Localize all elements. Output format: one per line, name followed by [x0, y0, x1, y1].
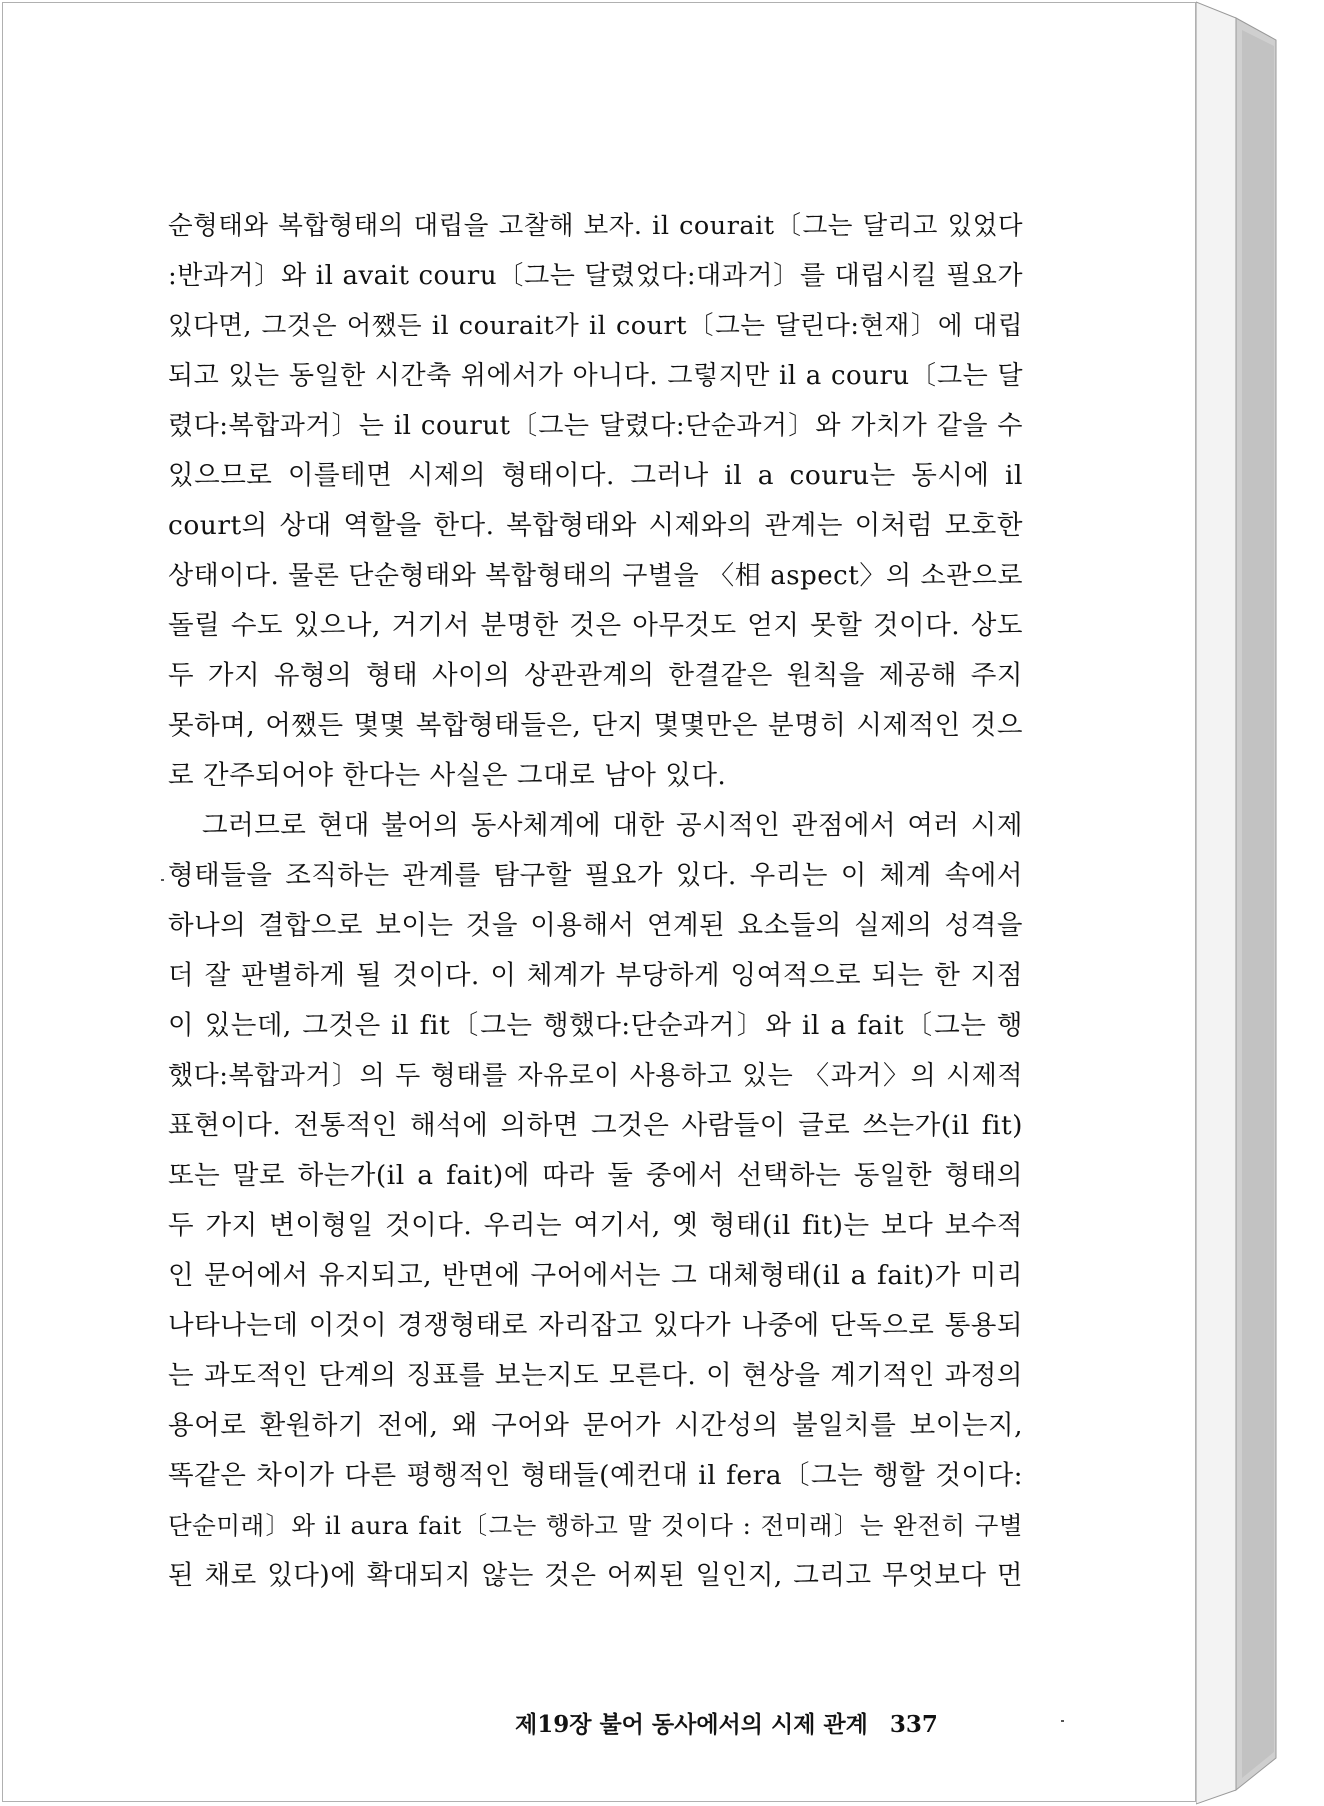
text-line: 순형태와 복합형태의 대립을 고찰해 보자. il courait〔그는 달리고 있었다 [168, 211, 1023, 241]
text-line: 똑같은 차이가 다른 평행적인 형태들(예컨대 il fera〔그는 행할 것이다: [168, 1460, 1023, 1491]
text-line: 두 가지 유형의 형태 사이의 상관관계의 한결같은 원칙을 제공해 주지 [168, 660, 1023, 691]
running-footer [515, 1708, 938, 1742]
text-line: :반과거〕와 il avait couru〔그는 달렸었다:대과거〕를 대립시킬 필요가 [168, 261, 1023, 291]
scan-speck [161, 879, 164, 881]
text-line: 돌릴 수도 있으나, 거기서 분명한 것은 아무것도 얻지 못할 것이다. 상도 [168, 610, 1023, 641]
text-line: 렸다:복합과거〕는 il courut〔그는 달렸다:단순과거〕와 가치가 같을 수 [168, 411, 1023, 441]
book-page [2, 2, 1196, 1802]
text-line: 있으므로 이를테면 시제의 형태이다. 그러나 il a couru는 동시에 il [168, 460, 1023, 491]
text-line: 형태들을 조직하는 관계를 탐구할 필요가 있다. 우리는 이 체계 속에서 [168, 860, 1023, 891]
text-line: 단순미래〕와 il aura fait〔그는 행하고 말 것이다 : 전미래〕는 완전히 구별 [168, 1511, 1023, 1540]
text-line: 되고 있는 동일한 시간축 위에서가 아니다. 그렇지만 il a couru〔그는 달 [168, 361, 1023, 391]
text-line: 못하며, 어쨌든 몇몇 복합형태들은, 단지 몇몇만은 분명히 시제적인 것으 [168, 710, 1023, 741]
text-line: 또는 말로 하는가(il a fait)에 따라 둘 중에서 선택하는 동일한 형태의 [168, 1160, 1023, 1191]
text-line: 그러므로 현대 불어의 동사체계에 대한 공시적인 관점에서 여러 시제 [202, 810, 1023, 841]
text-line: 는 과도적인 단계의 징표를 보는지도 모른다. 이 현상을 계기적인 과정의 [168, 1360, 1023, 1391]
text-line: 표현이다. 전통적인 해석에 의하면 그것은 사람들이 글로 쓰는가(il fit) [168, 1110, 1023, 1141]
text-line: 했다:복합과거〕의 두 형태를 자유로이 사용하고 있는 〈과거〉의 시제적 [168, 1061, 1023, 1091]
text-line: 두 가지 변이형일 것이다. 우리는 여기서, 옛 형태(il fit)는 보다 보수적 [168, 1210, 1023, 1241]
text-line: 이 있는데, 그것은 il fit〔그는 행했다:단순과거〕와 il a fait〔그는 행 [168, 1010, 1023, 1041]
text-line: 나타나는데 이것이 경쟁형태로 자리잡고 있다가 나중에 단독으로 통용되 [168, 1310, 1023, 1341]
body-text [168, 201, 1023, 1601]
book-edge [1196, 0, 1324, 1806]
footer-chapter-title: 제19장 불어 동사에서의 시제 관계 [515, 1711, 868, 1738]
text-line: 로 간주되어야 한다는 사실은 그대로 남아 있다. [168, 760, 727, 791]
text-line: 하나의 결합으로 보이는 것을 이용해서 연계된 요소들의 실제의 성격을 [168, 910, 1023, 941]
text-line: 더 잘 판별하게 될 것이다. 이 체계가 부당하게 잉여적으로 되는 한 지점 [168, 960, 1023, 991]
text-line: 있다면, 그것은 어쨌든 il courait가 il court〔그는 달린다:현재〕에 대립 [168, 311, 1023, 341]
page-number: 337 [889, 1711, 938, 1738]
text-line: court의 상대 역할을 한다. 복합형태와 시제와의 관계는 이처럼 모호한 [168, 510, 1023, 541]
text-line: 용어로 환원하기 전에, 왜 구어와 문어가 시간성의 불일치를 보이는지, [168, 1410, 1023, 1441]
text-line: 상태이다. 물론 단순형태와 복합형태의 구별을 〈相 aspect〉의 소관으로 [168, 561, 1023, 591]
text-line: 된 채로 있다)에 확대되지 않는 것은 어찌된 일인지, 그리고 무엇보다 먼 [168, 1560, 1023, 1591]
scan-speck [1061, 1720, 1064, 1722]
text-line: 인 문어에서 유지되고, 반면에 구어에서는 그 대체형태(il a fait)가 미리 [168, 1260, 1023, 1291]
